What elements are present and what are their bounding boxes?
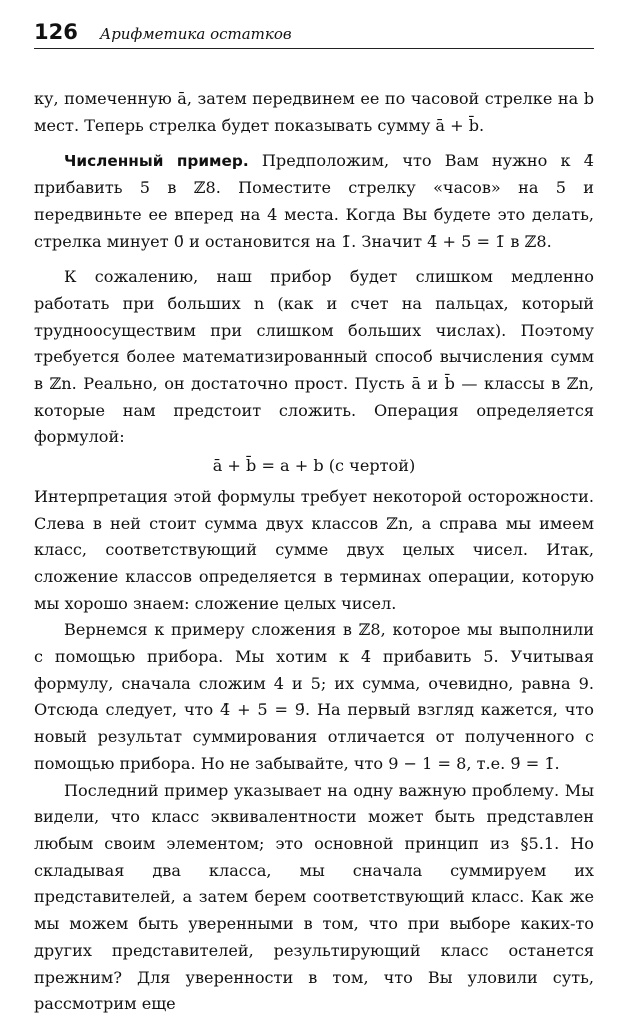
paragraph-4: Интерпретация этой формулы требует некоторой осторожности. Слева в ней стоит сумма двух классов ℤn, а справа мы имеем класс, соответствующий сумме двух целых чисел. Итак, сложение классов определяется в терминах операции, которую мы хорошо знаем: сложение целых чисел.	[34, 486, 594, 613]
paragraph-1: ку, помеченную ā, затем передвинем ее по часовой стрелке на b мест. Теперь стрелка будет показывать сумму ā + b̄.	[34, 89, 594, 135]
paragraph-6: Последний пример указывает на одну важную проблему. Мы видели, что класс эквивалентности может быть представлен любым своим элементом; это основной принцип из §5.1. Но складывая два класса, мы сначала суммируем их представителей, а затем берем соответствующий класс. Как же мы можем быть уверенными в том, что при выборе каких-то других представителей, результирующий класс останется прежним? Для уверенности в том, что Вы уловили суть, рассмотрим еще	[34, 780, 594, 1014]
running-title: Арифметика остатков	[99, 25, 292, 43]
example-lead: Численный пример.	[64, 152, 249, 171]
page-body	[34, 86, 594, 1018]
formula: ā + b̄ = a + b (с чертой)	[212, 456, 416, 476]
paragraph-5: Вернемся к примеру сложения в ℤ8, которое мы выполнили с помощью прибора. Мы хотим к 4̄ прибавить 5̄. Учитывая формулу, сначала сложим 4 и 5; их сумма, очевидно, равна 9. Отсюда следует, что 4̄ + 5̄ = 9̄. На первый взгляд кажется, что новый результат суммирования отличается от полученного с помощью прибора. Но не забывайте, что 9 − 1 = 8, т.е. 9̄ = 1̄.	[34, 620, 594, 773]
page-header	[34, 20, 594, 49]
page-number: 126	[34, 20, 78, 44]
paragraph-3: К сожалению, наш прибор будет слишком медленно работать при больших n (как и счет на пальцах, который трудноосуществим при слишком больших числах). Поэтому требуется более математизированный способ вычисления сумм в ℤn. Реально, он достаточно прост. Пусть ā и b̄ — классы в ℤn, которые нам предстоит сложить. Операция определяется формулой:	[34, 267, 594, 447]
paragraph-2-example: Численный пример. Предположим, что Вам нужно к 4̄ прибавить 5̄ в ℤ8. Поместите стрелку «часов» на 5̄ и передвиньте ее вперед на 4 места. Когда Вы будете это делать, стрелка минует 0̄ и остановится на 1̄. Значит 4̄ + 5̄ = 1̄ в ℤ8.	[34, 151, 594, 251]
